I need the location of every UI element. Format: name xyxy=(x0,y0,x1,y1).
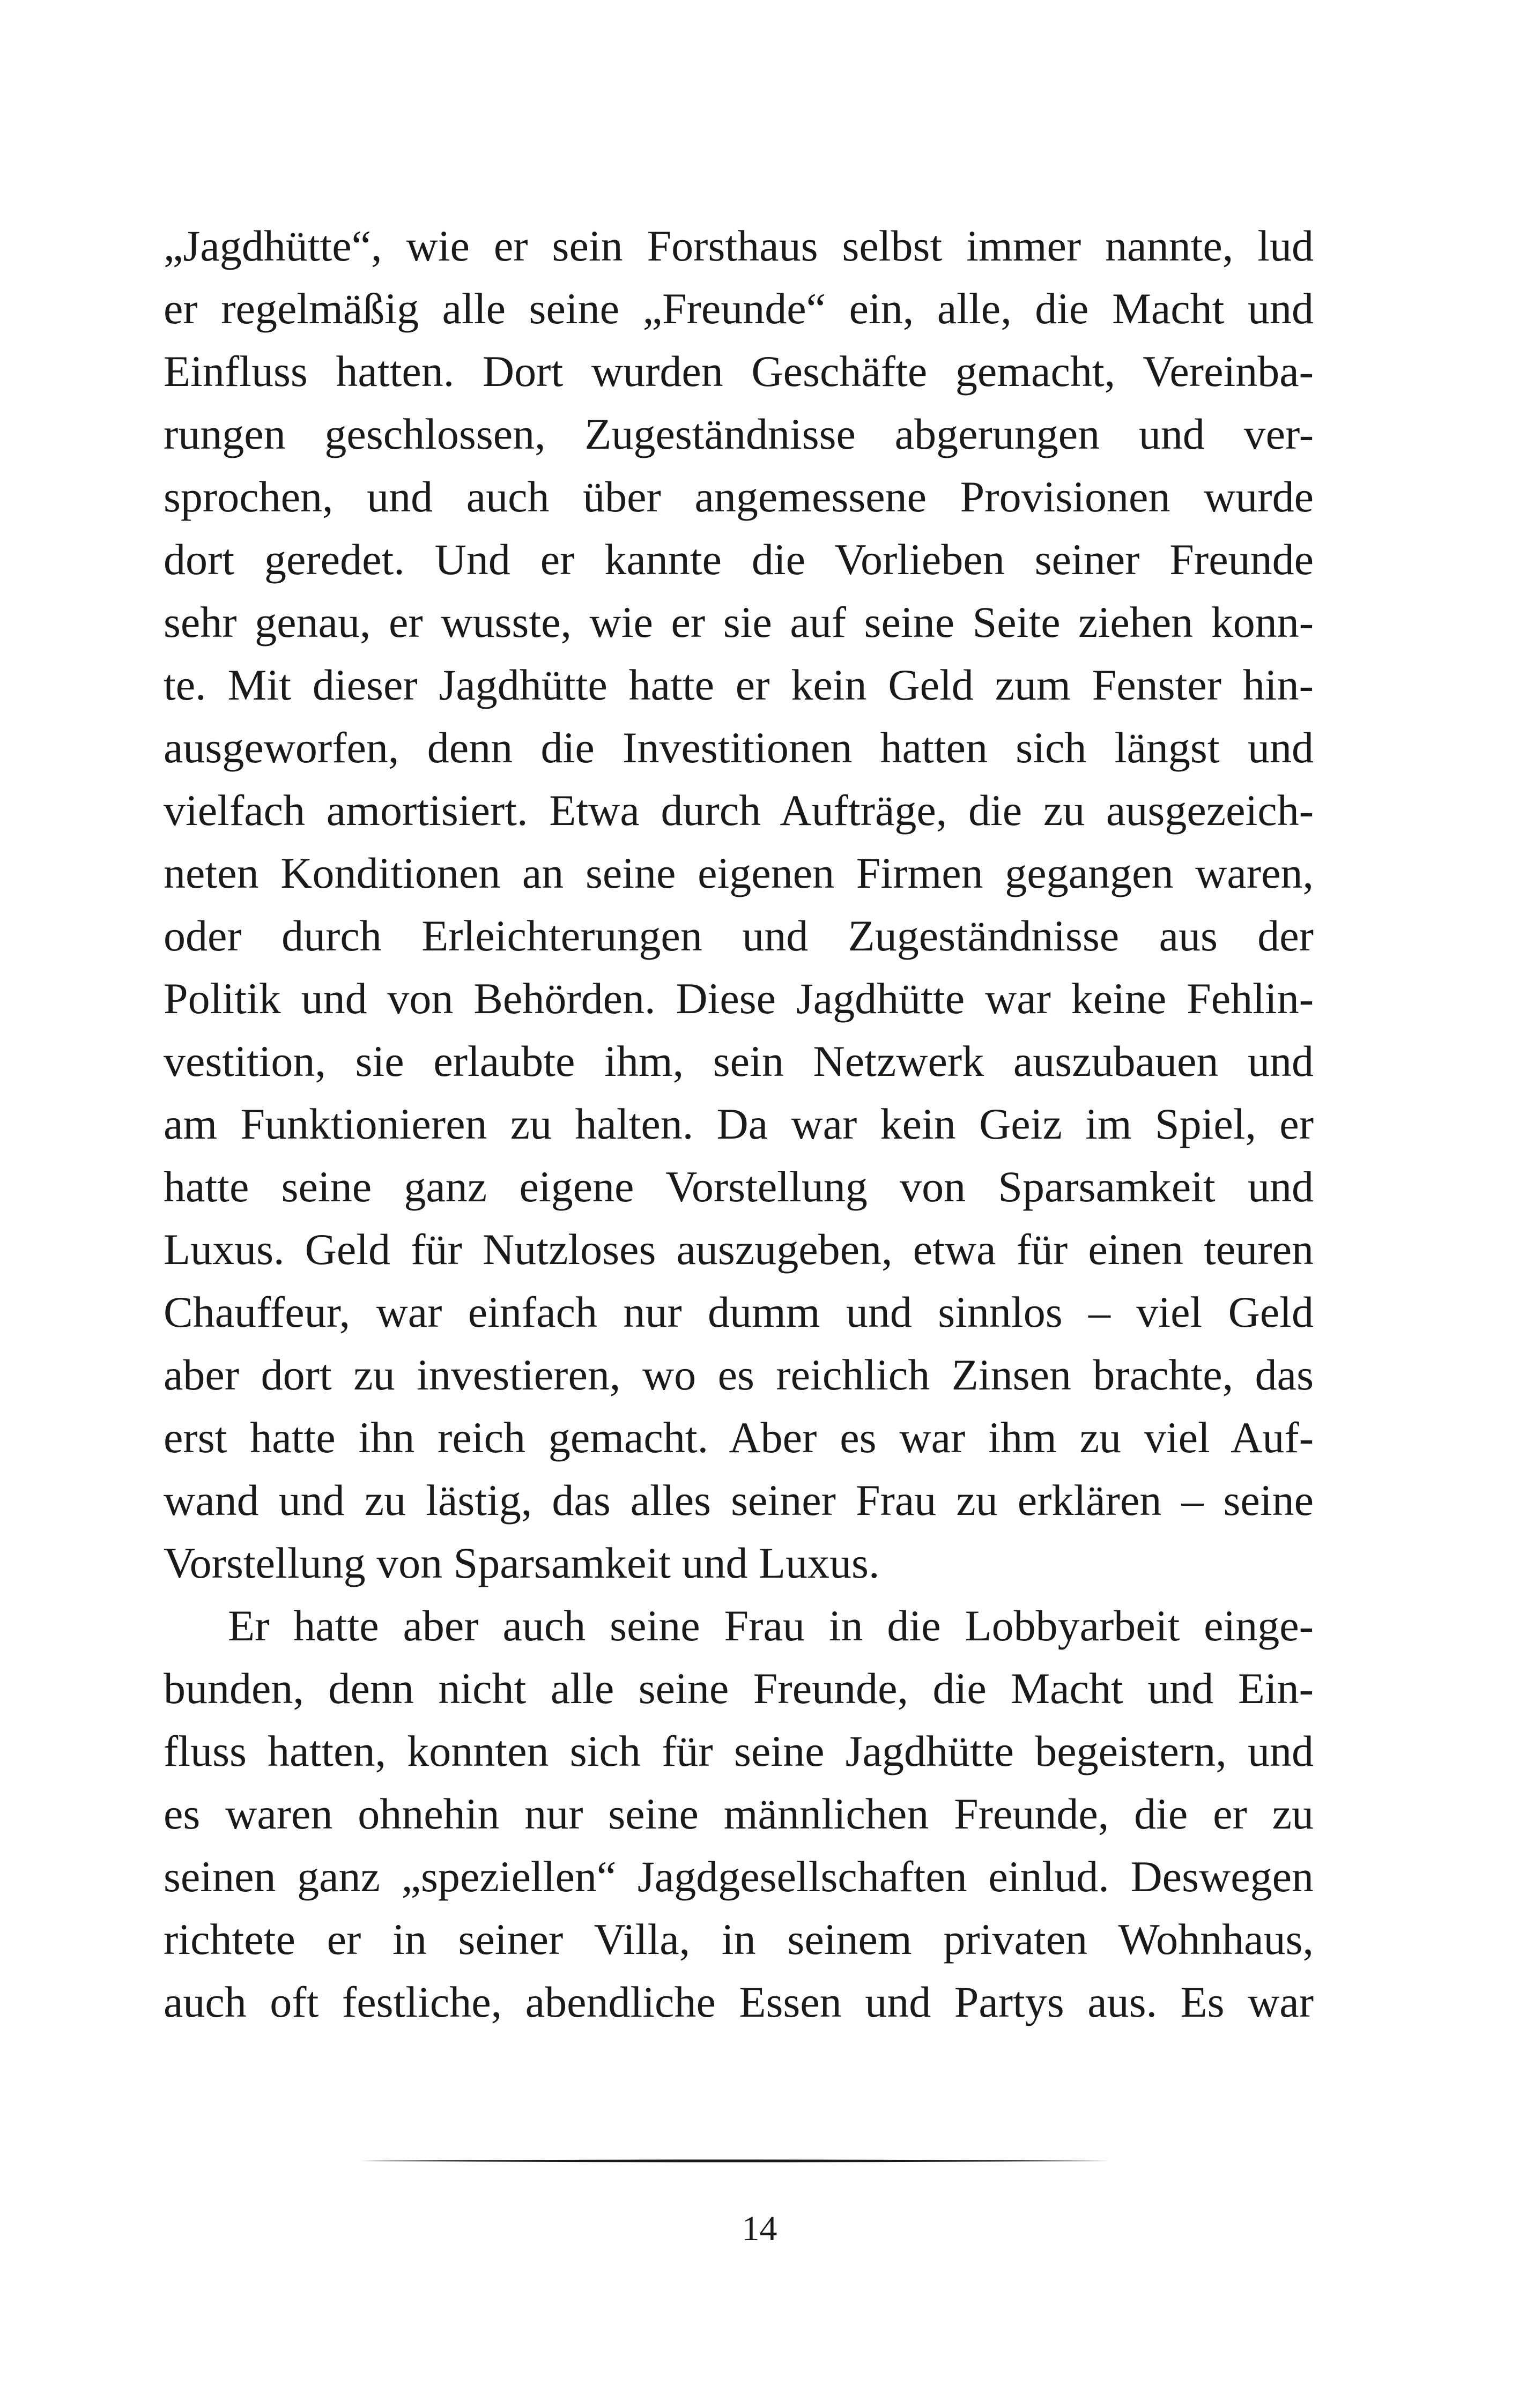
text-line: „Jagdhütte“, wie er sein Forsthaus selbst immer nannte, lud xyxy=(164,221,1314,270)
text-line: er regelmäßig alle seine „Freunde“ ein, alle, die Macht und xyxy=(164,284,1314,333)
text-line: bunden, denn nicht alle seine Freunde, die Macht und Ein- xyxy=(164,1664,1314,1713)
text-line: Einfluss hatten. Dort wurden Geschäfte gemacht, Vereinba- xyxy=(164,347,1314,396)
text-line: Vorstellung von Sparsamkeit und Luxus. xyxy=(164,1539,880,1587)
text-line: wand und zu lästig, das alles seiner Frau zu erklären – seine xyxy=(164,1476,1314,1525)
text-line: Chauffeur, war einfach nur dumm und sinnlos – viel Geld xyxy=(164,1288,1314,1336)
text-line: neten Konditionen an seine eigenen Firmen gegangen waren, xyxy=(164,849,1314,897)
text-line: hatte seine ganz eigene Vorstellung von Sparsamkeit und xyxy=(164,1162,1314,1211)
text-line: es waren ohnehin nur seine männlichen Freunde, die er zu xyxy=(164,1789,1314,1838)
text-line: fluss hatten, konnten sich für seine Jagdhütte begeistern, und xyxy=(164,1727,1314,1775)
text-line: vestition, sie erlaubte ihm, sein Netzwerk auszubauen und xyxy=(164,1037,1314,1086)
text-line: dort geredet. Und er kannte die Vorlieben seiner Freunde xyxy=(164,535,1314,584)
footer-rule xyxy=(359,2159,1110,2163)
text-line: am Funktionieren zu halten. Da war kein Geiz im Spiel, er xyxy=(164,1099,1314,1148)
text-line: ausgeworfen, denn die Investitionen hatten sich längst und xyxy=(164,723,1314,772)
text-line: te. Mit dieser Jagdhütte hatte er kein Geld zum Fenster hin- xyxy=(164,660,1314,709)
page-number: 14 xyxy=(742,2209,777,2248)
text-line: vielfach amortisiert. Etwa durch Aufträge, die zu ausgezeich- xyxy=(164,786,1314,835)
text-line: aber dort zu investieren, wo es reichlich Zinsen brachte, das xyxy=(164,1350,1314,1399)
text-line: Luxus. Geld für Nutzloses auszugeben, etwa für einen teuren xyxy=(164,1225,1314,1274)
text-line: Politik und von Behörden. Diese Jagdhütte war keine Fehlin- xyxy=(164,974,1314,1023)
body-text xyxy=(164,214,1314,2033)
text-line: Er hatte aber auch seine Frau in die Lobbyarbeit einge- xyxy=(228,1601,1314,1650)
text-line: auch oft festliche, abendliche Essen und Partys aus. Es war xyxy=(164,1978,1314,2026)
text-line: seinen ganz „speziellen“ Jagdgesellschaften einlud. Deswegen xyxy=(164,1852,1314,1901)
text-line: rungen geschlossen, Zugeständnisse abgerungen und ver- xyxy=(164,410,1314,458)
text-line: erst hatte ihn reich gemacht. Aber es war ihm zu viel Auf- xyxy=(164,1413,1314,1462)
text-line: sehr genau, er wusste, wie er sie auf seine Seite ziehen konn- xyxy=(164,598,1314,646)
text-line: oder durch Erleichterungen und Zugeständnisse aus der xyxy=(164,911,1314,960)
text-line: richtete er in seiner Villa, in seinem privaten Wohnhaus, xyxy=(164,1915,1314,1964)
text-line: sprochen, und auch über angemessene Provisionen wurde xyxy=(164,472,1314,521)
